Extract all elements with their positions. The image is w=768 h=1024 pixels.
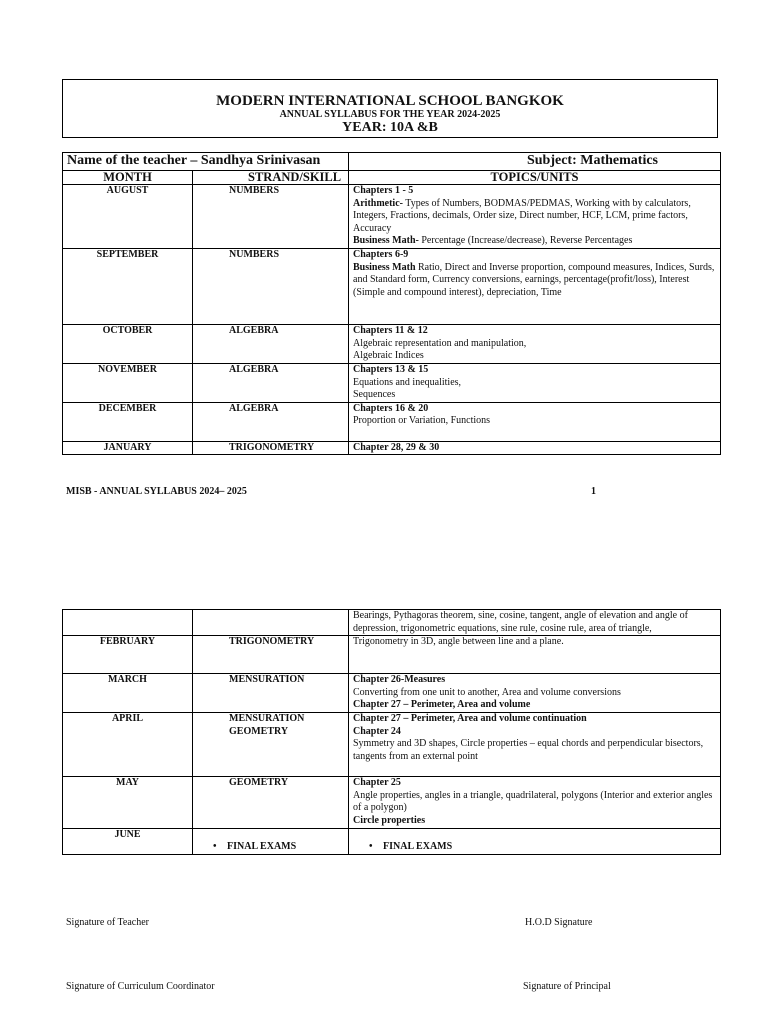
month-cell: NOVEMBER: [63, 363, 193, 402]
column-header-month: MONTH: [63, 171, 193, 185]
topics-cell: [349, 636, 721, 674]
chapter-heading: Chapters 13 & 15: [353, 363, 429, 375]
strand-cell: ALGEBRA: [193, 363, 349, 402]
bullet-icon: •: [213, 840, 217, 852]
topics-cell: [349, 777, 721, 828]
strand-cell: NUMBERS: [193, 185, 349, 249]
topic-text: Types of Numbers, BODMAS/PEDMAS, Working with by calculators, Integers, Fractions, decimals, Order size, Direct number, HCF, LCM, prime factors, Accuracy: [353, 197, 691, 234]
topics-cell: [349, 402, 721, 441]
column-header-topics: TOPICS/UNITS: [349, 171, 721, 185]
topics-cell: [349, 324, 721, 363]
year-label: YEAR: 10A &B: [342, 120, 438, 135]
month-cell: SEPTEMBER: [63, 248, 193, 324]
teacher-name: Name of the teacher – Sandhya Srinivasan: [63, 153, 349, 171]
table-row: [63, 185, 721, 249]
table-row: [63, 248, 721, 324]
chapter-heading: Chapter 28, 29 & 30: [353, 441, 440, 453]
table-row: [63, 636, 721, 674]
topics-cell: [349, 610, 721, 636]
topics-cell: [349, 441, 721, 455]
bullet-icon: •: [369, 840, 373, 852]
signature-hod: H.O.D Signature: [525, 917, 593, 928]
strand-cell: [193, 828, 349, 854]
strand-cell: NUMBERS: [193, 248, 349, 324]
topics-cell: [349, 248, 721, 324]
table-row: [63, 324, 721, 363]
table-row: [63, 674, 721, 713]
page-number: 1: [591, 486, 596, 497]
topic-text: Angle properties, angles in a triangle, quadrilateral, polygons (Interior and exterior angles of a polygon): [353, 789, 713, 814]
month-cell: AUGUST: [63, 185, 193, 249]
topic-text: FINAL EXAMS: [383, 840, 453, 852]
topic-label: Arithmetic-: [353, 197, 403, 209]
signature-teacher: Signature of Teacher: [66, 917, 149, 928]
signature-coordinator: Signature of Curriculum Coordinator: [66, 981, 215, 992]
header-box: [62, 79, 718, 138]
topic-text: Bearings, Pythagoras theorem, sine, cosine, tangent, angle of elevation and angle of depression, trigonometric equations, sine rule, cosine rule, area of triangle,: [353, 610, 688, 634]
month-cell: FEBRUARY: [63, 636, 193, 674]
topic-text: Percentage (Increase/decrease), Reverse Percentages: [418, 235, 633, 247]
month-cell: JUNE: [63, 828, 193, 854]
strand-cell: [193, 713, 349, 777]
table-row: [63, 610, 721, 636]
topic-text: Proportion or Variation, Functions: [353, 415, 491, 427]
chapter-heading: Chapters 6-9: [353, 248, 409, 260]
topic-text: Symmetry and 3D shapes, Circle properties – equal chords and perpendicular bisectors, tangents from an external point: [353, 738, 704, 762]
subject-name: Subject: Mathematics: [349, 153, 721, 171]
strand-cell: GEOMETRY: [193, 777, 349, 828]
chapter-heading: Chapters 11 & 12: [353, 324, 428, 336]
table-row: [63, 828, 721, 854]
month-cell: MAY: [63, 777, 193, 828]
syllabus-table-page2: [62, 609, 721, 855]
chapter-heading: Chapter 24: [353, 725, 401, 737]
topics-cell: [349, 363, 721, 402]
topic-text: Ratio, Direct and Inverse proportion, compound measures, Indices, Surds, and Standard form, Currency conversions, earnings, percentage(profit/loss), Interest (Simple and compound interest), depreciation, Time: [353, 261, 715, 298]
month-cell: MARCH: [63, 674, 193, 713]
month-cell: JANUARY: [63, 441, 193, 455]
topic-text: Algebraic representation and manipulation,: [353, 337, 527, 349]
chapter-heading: Circle properties: [353, 814, 426, 826]
strand-cell: TRIGONOMETRY: [193, 636, 349, 674]
school-name: MODERN INTERNATIONAL SCHOOL BANGKOK: [216, 93, 564, 109]
strand-label: MENSURATION: [229, 713, 305, 725]
strand-cell: [193, 610, 349, 636]
month-cell: DECEMBER: [63, 402, 193, 441]
syllabus-title: ANNUAL SYLLABUS FOR THE YEAR 2024-2025: [279, 109, 501, 120]
topics-cell: [349, 185, 721, 249]
chapter-heading: Chapters 16 & 20: [353, 402, 429, 414]
topic-text: Converting from one unit to another, Area and volume conversions: [353, 686, 621, 698]
chapter-heading: Chapter 26-Measures: [353, 674, 446, 686]
strand-label: FINAL EXAMS: [227, 840, 297, 852]
table-row: [63, 363, 721, 402]
chapter-heading: Chapter 27 – Perimeter, Area and volume continuation: [353, 713, 587, 725]
topic-label: Business Math-: [353, 235, 419, 247]
topic-text: Trigonometry in 3D, angle between line and a plane.: [353, 636, 564, 648]
topic-text: Equations and inequalities,: [353, 376, 462, 388]
strand-cell: ALGEBRA: [193, 324, 349, 363]
chapter-heading: Chapter 27 – Perimeter, Area and volume: [353, 699, 531, 711]
topics-cell: [349, 828, 721, 854]
topic-label: Business Math: [353, 261, 416, 273]
strand-cell: TRIGONOMETRY: [193, 441, 349, 455]
month-cell: APRIL: [63, 713, 193, 777]
strand-label: GEOMETRY: [229, 725, 289, 737]
syllabus-table-page1: [62, 152, 721, 455]
page-footer-label: MISB - ANNUAL SYLLABUS 2024– 2025: [66, 486, 247, 497]
topic-text: Sequences: [353, 389, 396, 401]
month-cell: OCTOBER: [63, 324, 193, 363]
strand-cell: ALGEBRA: [193, 402, 349, 441]
signature-principal: Signature of Principal: [523, 981, 611, 992]
chapter-heading: Chapter 25: [353, 777, 401, 789]
chapter-heading: Chapters 1 - 5: [353, 185, 414, 196]
table-row: [63, 441, 721, 455]
topics-cell: [349, 713, 721, 777]
table-row: [63, 402, 721, 441]
column-header-strand: STRAND/SKILL: [193, 171, 349, 185]
strand-cell: MENSURATION: [193, 674, 349, 713]
table-row: [63, 777, 721, 828]
topic-text: Algebraic Indices: [353, 350, 424, 362]
month-cell: [63, 610, 193, 636]
topics-cell: [349, 674, 721, 713]
table-row: [63, 713, 721, 777]
